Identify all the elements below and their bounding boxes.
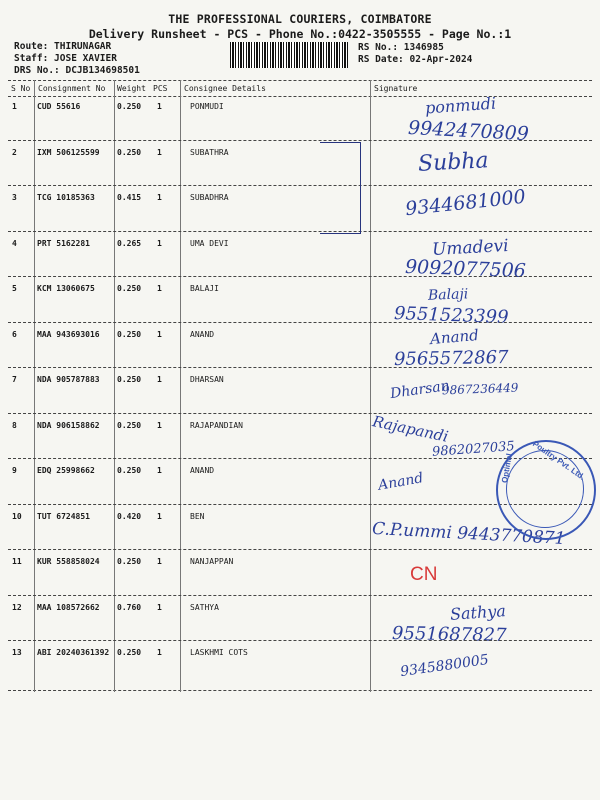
handwritten-signature: 9862027035 [431,439,516,460]
row-separator [8,595,592,596]
handwritten-signature: 9565572867 [393,347,509,370]
cell-consignment: TUT 6724851 [37,511,90,521]
cell-pcs: 1 [157,238,162,248]
handwritten-signature: 9344681000 [404,185,527,221]
cell-weight: 0.250 [117,648,142,657]
cell-weight: 0.250 [117,466,142,475]
cell-sno: 9 [12,466,17,475]
cell-consignment: ABI 20240361392 [37,648,110,657]
cell-consignment: KUR 558858024 [37,557,100,566]
cell-consignment: NDA 906158862 [37,420,100,430]
handwritten-signature: ponmudi [424,93,497,118]
handwritten-signature: Balaji [427,286,469,304]
cell-consignment: CUD 55616 [37,102,81,111]
cell-pcs: 1 [157,420,162,430]
handwritten-signature: 9551523399 [393,303,509,328]
handwritten-signature: CN [410,564,438,585]
cell-weight: 0.760 [117,602,142,612]
column-divider [34,80,35,692]
cell-pcs: 1 [157,102,162,111]
column-divider [114,80,115,692]
cell-consignment: IXM 506125599 [37,147,100,157]
row-separator [8,322,592,323]
cell-consignment: NDA 905787883 [37,375,100,384]
rs-number: RS No.: 1346985 [358,42,444,53]
cell-weight: 0.250 [117,147,142,157]
cell-sno: 2 [12,147,17,157]
cell-consignee: BEN [190,511,205,521]
ink-bracket [320,142,361,234]
cell-consignment: EDQ 25998662 [37,466,95,475]
cell-consignee: ANAND [190,466,215,475]
cell-sno: 6 [12,329,17,339]
cell-sno: 7 [12,375,17,384]
cell-pcs: 1 [157,284,162,293]
cell-weight: 0.250 [117,557,142,566]
company-title: THE PROFESSIONAL COURIERS, COIMBATORE [168,12,432,26]
handwritten-signature: 9092077506 [404,255,527,283]
stamp-text-line2: Poultry Pvt. Ltd. [530,439,587,482]
company-stamp [496,440,596,540]
cell-consignee: DHARSAN [190,375,224,384]
cell-consignment: TCG 10185363 [37,193,95,202]
cell-consignment: PRT 5162281 [37,238,90,248]
cell-consignee: SATHYA [190,602,219,612]
cell-weight: 0.250 [117,284,142,293]
row-separator [8,549,592,550]
column-divider [370,80,371,692]
row-separator [8,640,592,641]
row-separator [8,413,592,414]
cell-consignee: BALAJI [190,284,219,293]
cell-weight: 0.250 [117,102,142,111]
col-header-pcs: PCS [153,84,168,93]
cell-sno: 4 [12,238,17,248]
col-header-consignment: Consignment No [38,84,106,93]
cell-weight: 0.420 [117,511,142,521]
cell-sno: 12 [12,602,22,612]
handwritten-signature: 9551687827 [391,623,507,646]
route-label: Route: THIRUNAGAR [14,41,112,52]
cell-weight: 0.250 [117,420,142,430]
barcode [230,42,348,68]
cell-pcs: 1 [157,193,162,202]
cell-consignment: KCM 13060675 [37,284,95,293]
cell-pcs: 1 [157,511,162,521]
cell-pcs: 1 [157,466,162,475]
table-header-rule [8,96,592,97]
cell-consignment: MAA 108572662 [37,602,100,612]
table-top-rule [8,80,592,81]
cell-sno: 8 [12,420,17,430]
cell-consignee: SUBATHRA [190,147,229,157]
table-bottom-rule [8,690,592,691]
cell-weight: 0.265 [117,238,142,248]
handwritten-signature: Umadevi [431,236,510,260]
cell-sno: 3 [12,193,17,202]
row-separator [8,140,592,141]
cell-pcs: 1 [157,648,162,657]
cell-pcs: 1 [157,375,162,384]
cell-consignee: NANJAPPAN [190,557,234,566]
row-separator [8,185,592,186]
handwritten-signature: Subha [417,148,490,177]
handwritten-signature: Sathya [449,601,507,624]
col-header-sno: S No [11,84,31,93]
cell-consignee: LASKHMI COTS [190,648,248,657]
cell-pcs: 1 [157,329,162,339]
handwritten-signature: 9942470809 [407,116,530,146]
handwritten-signature: 9345880005 [399,651,490,681]
cell-consignee: UMA DEVI [190,238,229,248]
cell-sno: 5 [12,284,17,293]
col-header-weight: Weight [117,84,146,93]
handwritten-signature: Rajapandi [370,412,450,446]
cell-consignee: SUBADHRA [190,193,229,202]
handwritten-signature: 9867236449 [441,380,519,398]
cell-sno: 1 [12,102,17,111]
cell-pcs: 1 [157,602,162,612]
stamp-text-line1: Optimal [500,452,515,484]
handwritten-signature: C.P.ummi 9443770871 [371,518,566,550]
cell-weight: 0.250 [117,375,142,384]
drs-number: DRS No.: DCJB134698501 [14,65,140,76]
cell-weight: 0.415 [117,193,142,202]
cell-pcs: 1 [157,557,162,566]
row-separator [8,276,592,277]
cell-sno: 13 [12,648,22,657]
runsheet-subtitle: Delivery Runsheet - PCS - Phone No.:0422-3505555 - Page No.:1 [88,27,512,41]
cell-weight: 0.250 [117,329,142,339]
cell-consignee: RAJAPANDIAN [190,420,243,430]
cell-sno: 11 [12,557,22,566]
stamp-inner-ring [506,450,584,528]
cell-consignee: ANAND [190,329,215,339]
cell-consignee: PONMUDI [190,102,224,111]
row-separator [8,367,592,368]
cell-sno: 10 [12,511,22,521]
row-separator [8,231,592,232]
column-divider [180,80,181,692]
handwritten-signature: Anand [376,470,425,494]
col-header-consignee: Consignee Details [184,84,266,93]
staff-label: Staff: JOSE XAVIER [14,53,117,64]
handwritten-signature: Dharsan [389,377,451,403]
rs-date: RS Date: 02-Apr-2024 [358,54,473,65]
col-header-signature: Signature [374,84,418,93]
handwritten-signature: Anand [429,325,480,349]
cell-consignment: MAA 943693016 [37,329,100,339]
cell-pcs: 1 [157,147,162,157]
